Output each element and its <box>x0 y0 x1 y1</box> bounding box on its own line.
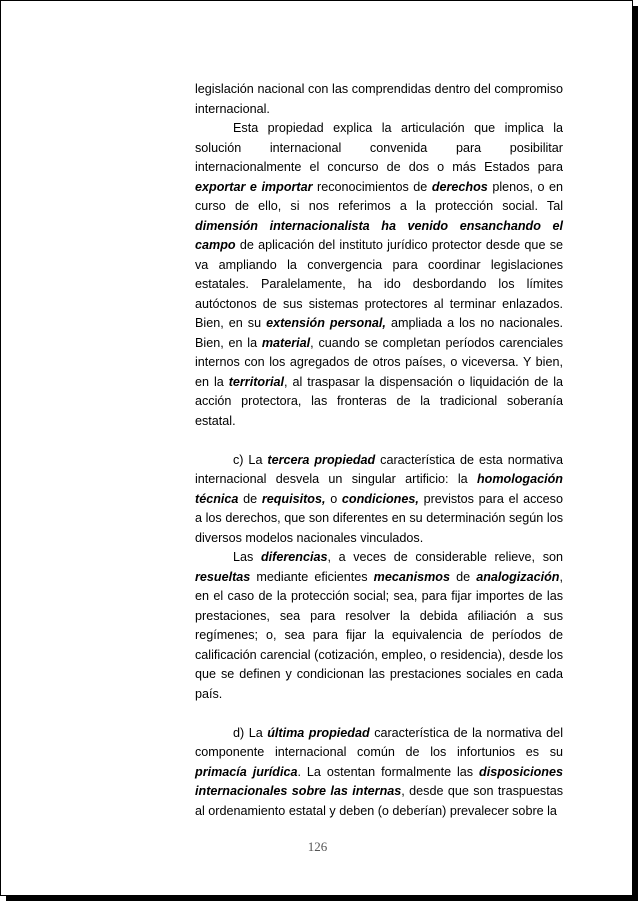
emphasis: diferencias <box>260 550 328 564</box>
emphasis: disposiciones internacionales sobre las internas <box>195 764 563 798</box>
body-text <box>195 80 563 821</box>
emphasis: primacía jurídica <box>195 764 298 779</box>
emphasis: condiciones, <box>341 491 419 506</box>
emphasis: última propiedad <box>267 725 370 740</box>
text-run: c) La <box>233 452 268 467</box>
text-run: característica de esta normativa internacional desvela un singular artificio: la <box>195 452 563 486</box>
emphasis: extensión personal, <box>266 316 386 330</box>
paragraph <box>195 548 563 704</box>
paragraph <box>195 724 563 822</box>
emphasis: homologación técnica <box>195 472 563 506</box>
text-run: , cuando se completan períodos carenciales internos con los agregados de otros países, o viceversa. Y bien, en la <box>195 335 563 389</box>
text-run: , al traspasar la dispensación o liquidación de la acción protectora, las fronteras de la tradicional soberanía estatal. <box>195 374 563 428</box>
paragraph <box>195 451 563 549</box>
text-run: plenos, o en curso de ello, si nos referimos a la protección social. Tal <box>195 179 563 213</box>
text-run: de aplicación del instituto jurídico protector desde que se va ampliando la convergencia para coordinar legislaciones estatales. Paralelamente, ha ido desbordando los límites autóctonos de sus sistemas protectores al terminar enlazados. Bien, en su <box>195 238 563 330</box>
emphasis: material <box>261 335 311 350</box>
emphasis: mecanismos <box>373 569 450 584</box>
emphasis: tercera propiedad <box>267 452 376 467</box>
text-run: d) La <box>233 725 268 740</box>
text-run: ampliada a los no nacionales. Bien, en la <box>195 316 563 350</box>
text-run: Las <box>233 550 261 564</box>
text-run: , a veces de considerable relieve, son <box>327 550 564 564</box>
text-run: Esta propiedad explica la articulación que implica la solución internacional convenida para posibilitar internacionalmente el concurso de dos o más Estados para <box>195 121 563 174</box>
text-run: o <box>325 491 342 506</box>
emphasis: requisitos, <box>261 491 326 506</box>
text-run: legislación nacional con las comprendidas dentro del compromiso internacional. <box>195 82 563 116</box>
text-run: reconocimientos de <box>312 179 432 194</box>
text-run: de <box>238 491 262 506</box>
paragraph <box>195 119 563 431</box>
page-shadow-bottom <box>6 896 638 901</box>
emphasis: exportar e importar <box>195 179 313 194</box>
text-run: previstos para el acceso a los derechos, que son diferentes en su determinación según los diversos modelos nacionales vinculados. <box>195 491 563 545</box>
text-run: característica de la normativa del componente internacional común de los infortunios es su <box>195 725 563 759</box>
emphasis: analogización <box>476 569 560 584</box>
emphasis: derechos <box>431 179 488 194</box>
page-shadow-right <box>633 6 638 899</box>
text-run: de <box>449 569 477 584</box>
text-run: , en el caso de la protección social; sea, para fijar importes de las prestaciones, sea para resolver la debida afiliación a sus regímenes; o, sea para fijar la equivalencia de períodos de calificación carencial (cotización, empleo, o residencia), desde los que se definen y condicionan las prestaciones sociales en cada país. <box>195 569 563 701</box>
text-run: . La ostentan formalmente las <box>297 764 480 779</box>
emphasis: territorial <box>228 374 284 389</box>
emphasis: dimensión internacionalista ha venido ensanchando el campo <box>195 218 563 252</box>
page-number: 126 <box>307 839 328 854</box>
text-run: , desde que son traspuestas al ordenamiento estatal y deben (o deberían) prevalecer sobre la <box>195 784 563 818</box>
paragraph <box>195 80 563 119</box>
emphasis: resueltas <box>195 569 251 584</box>
text-run: mediante eficientes <box>250 569 374 584</box>
